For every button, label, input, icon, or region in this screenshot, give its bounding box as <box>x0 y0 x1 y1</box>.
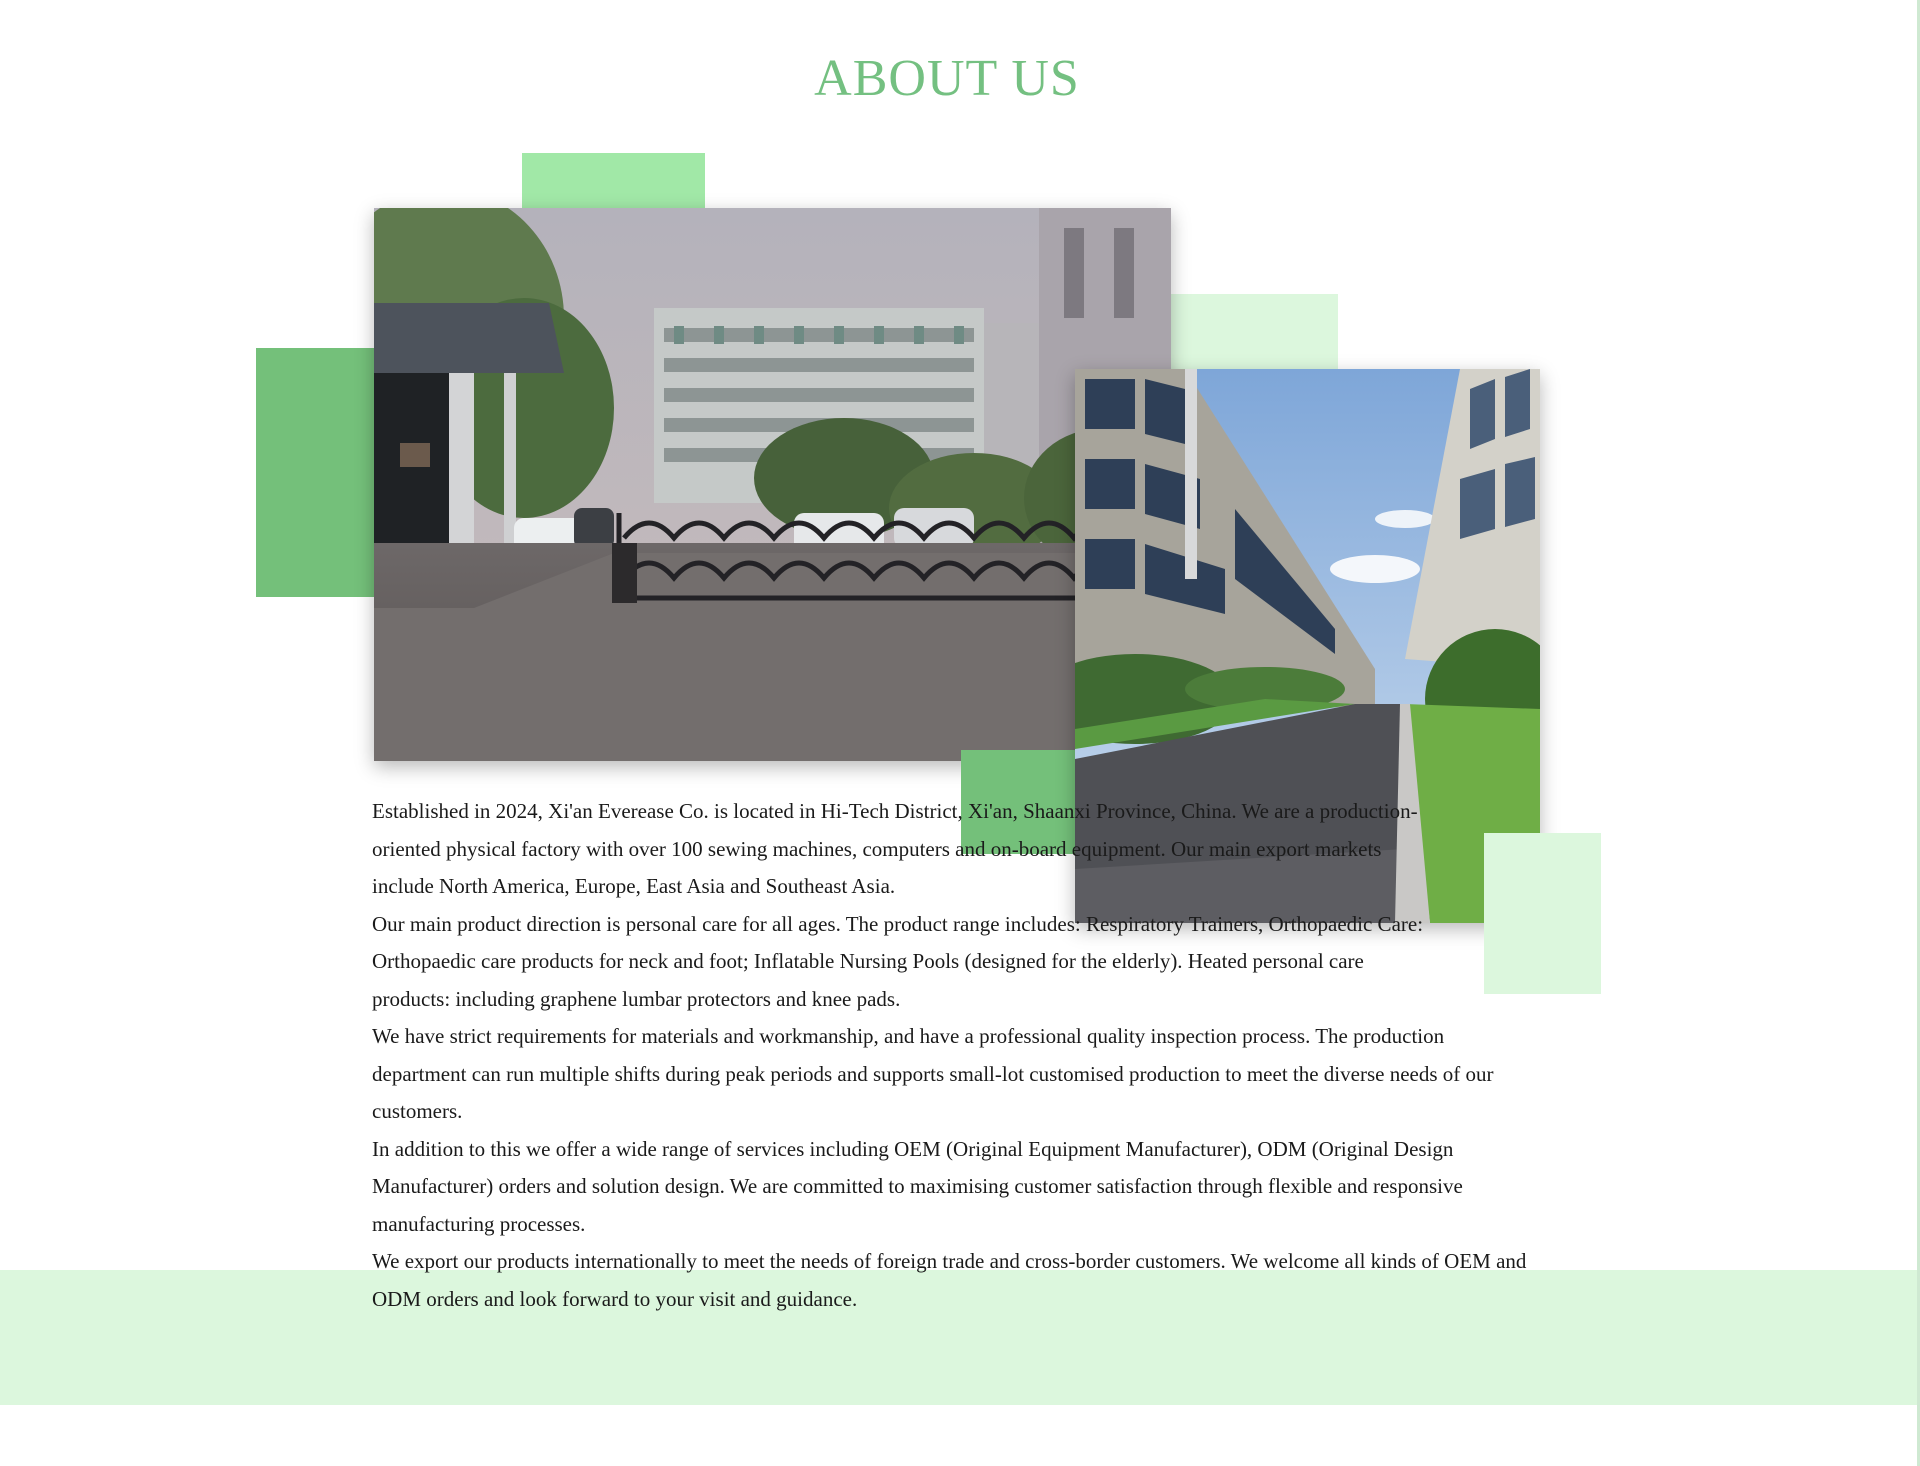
decor-block-upper-right <box>1165 294 1338 374</box>
decor-block-left <box>256 348 376 597</box>
factory-gate-photo <box>374 208 1171 761</box>
decor-block-top <box>522 153 705 209</box>
page-title: ABOUT US <box>814 50 1080 107</box>
paragraph-quality: We have strict requirements for materials and workmanship, and have a professional quality inspection process. The production department can run multiple shifts during peak periods and supports small-lot customised production to meet the diverse needs of our customers. <box>372 1024 1494 1123</box>
paragraph-services: In addition to this we offer a wide range of services including OEM (Original Equipment Manufacturer), ODM (Original Design Manufacturer) orders and solution design. We are committed to maximising customer satisfaction through flexible and responsive manufacturing processes. <box>372 1136 1463 1236</box>
paragraph-export: We export our products internationally to meet the needs of foreign trade and cross-border customers. We welcome all kinds of OEM and ODM orders and look forward to your visit and guidance. <box>372 1249 1527 1311</box>
about-description <box>372 793 1534 1318</box>
paragraph-products: Our main product direction is personal care for all ages. The product range includes: Respiratory Trainers, Orthopaedic Care: Orthopaedic care products for neck and foot; Inflatable Nursing Pools (designed for the elderly). Heated personal care products: including graphene lumbar protectors and knee pads. <box>372 911 1424 1011</box>
paragraph-intro: Established in 2024, Xi'an Everease Co. is located in Hi-Tech District, Xi'an, Shaanxi Province, China. We are a production-oriented physical factory with over 100 sewing machines, computers and on-board equipment. Our main export markets include North America, Europe, East Asia and Southeast Asia. <box>372 799 1418 898</box>
